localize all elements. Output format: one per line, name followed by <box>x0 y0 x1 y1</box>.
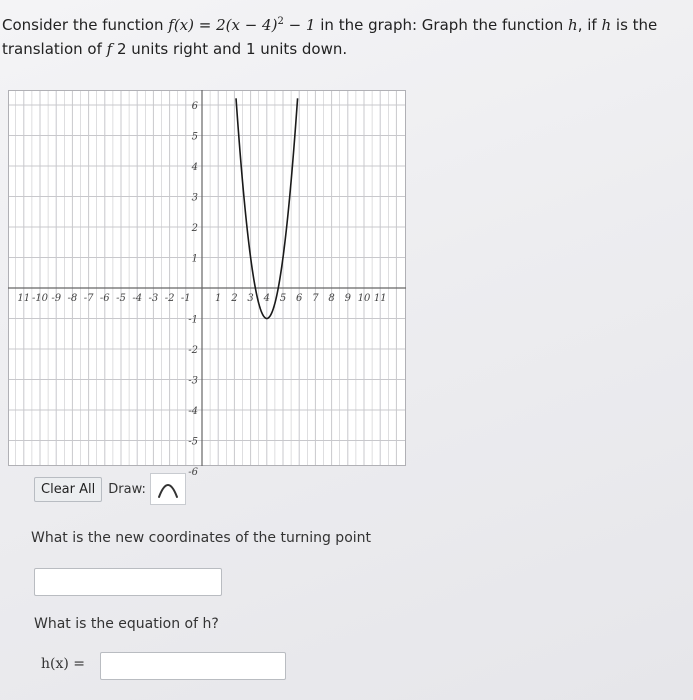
question-middle: in the graph: Graph the function <box>315 16 569 34</box>
x-tick-label: -2 <box>164 293 175 304</box>
parabola-icon <box>156 479 180 499</box>
draw-label: Draw: <box>108 481 146 497</box>
f-variable: f <box>106 40 113 58</box>
y-tick-label: -5 <box>188 436 198 448</box>
equation-input[interactable] <box>100 652 286 680</box>
equation-question: What is the equation of h? <box>34 616 219 632</box>
graph-toolbar <box>34 472 186 506</box>
x-tick-label: 9 <box>344 293 351 304</box>
draw-parabola-button[interactable] <box>150 473 186 505</box>
grid-lines <box>8 90 406 466</box>
function-f-tail: − 1 <box>283 16 316 34</box>
x-tick-label: -4 <box>132 293 143 304</box>
x-tick-label: -3 <box>148 293 159 304</box>
y-tick-label: 5 <box>191 131 198 143</box>
function-f-exponent: 2 <box>277 16 284 27</box>
h-variable-2: h <box>601 16 612 34</box>
x-tick-label: -7 <box>83 293 94 304</box>
h-of-x-label: h(x) = <box>41 656 86 672</box>
y-tick-label: 1 <box>191 253 198 265</box>
x-tick-label: 11 <box>17 293 31 304</box>
y-tick-label: -3 <box>188 375 198 387</box>
x-tick-label: -1 <box>180 293 191 304</box>
equals-sign: = <box>193 16 217 34</box>
question-is: is the translation of <box>2 16 658 58</box>
x-tick-label: 3 <box>247 293 254 304</box>
x-tick-label: -10 <box>31 293 49 304</box>
question-comma-if: , if <box>577 16 602 34</box>
coordinate-graph[interactable] <box>8 90 406 478</box>
clear-all-button[interactable]: Clear All <box>34 477 102 502</box>
function-f-name: f(x) <box>168 16 194 34</box>
x-tick-label: -6 <box>99 293 110 304</box>
y-tick-label: 2 <box>191 223 198 234</box>
y-tick-label: -1 <box>188 314 198 326</box>
y-tick-label: -2 <box>188 345 198 356</box>
y-tick-label: 6 <box>191 101 198 112</box>
turning-point-question: What is the new coordinates of the turning point <box>31 530 372 546</box>
function-f-base: 2(x − 4) <box>216 16 278 34</box>
turning-point-input[interactable] <box>34 568 222 596</box>
y-tick-label: 4 <box>191 162 198 173</box>
x-tick-label: 8 <box>328 293 335 304</box>
y-tick-label: -4 <box>188 406 198 417</box>
x-tick-label: 6 <box>296 293 303 304</box>
question-prefix: Consider the function <box>2 16 169 34</box>
x-tick-label: 1 <box>215 293 222 304</box>
h-variable: h <box>568 16 578 34</box>
x-tick-label: 11 <box>373 293 387 304</box>
x-tick-label: -9 <box>51 293 62 304</box>
y-tick-label: 3 <box>191 192 198 204</box>
question-suffix: 2 units right and 1 units down. <box>112 40 348 58</box>
x-tick-label: 4 <box>263 293 270 304</box>
x-tick-label: -8 <box>67 293 78 304</box>
x-tick-label: -5 <box>116 293 126 304</box>
x-tick-label: 7 <box>312 293 319 304</box>
x-tick-label: 10 <box>357 293 371 304</box>
x-tick-label: 2 <box>231 293 238 304</box>
question-text <box>2 10 690 61</box>
x-tick-label: 5 <box>279 293 287 304</box>
y-tick-label: -6 <box>188 467 198 478</box>
